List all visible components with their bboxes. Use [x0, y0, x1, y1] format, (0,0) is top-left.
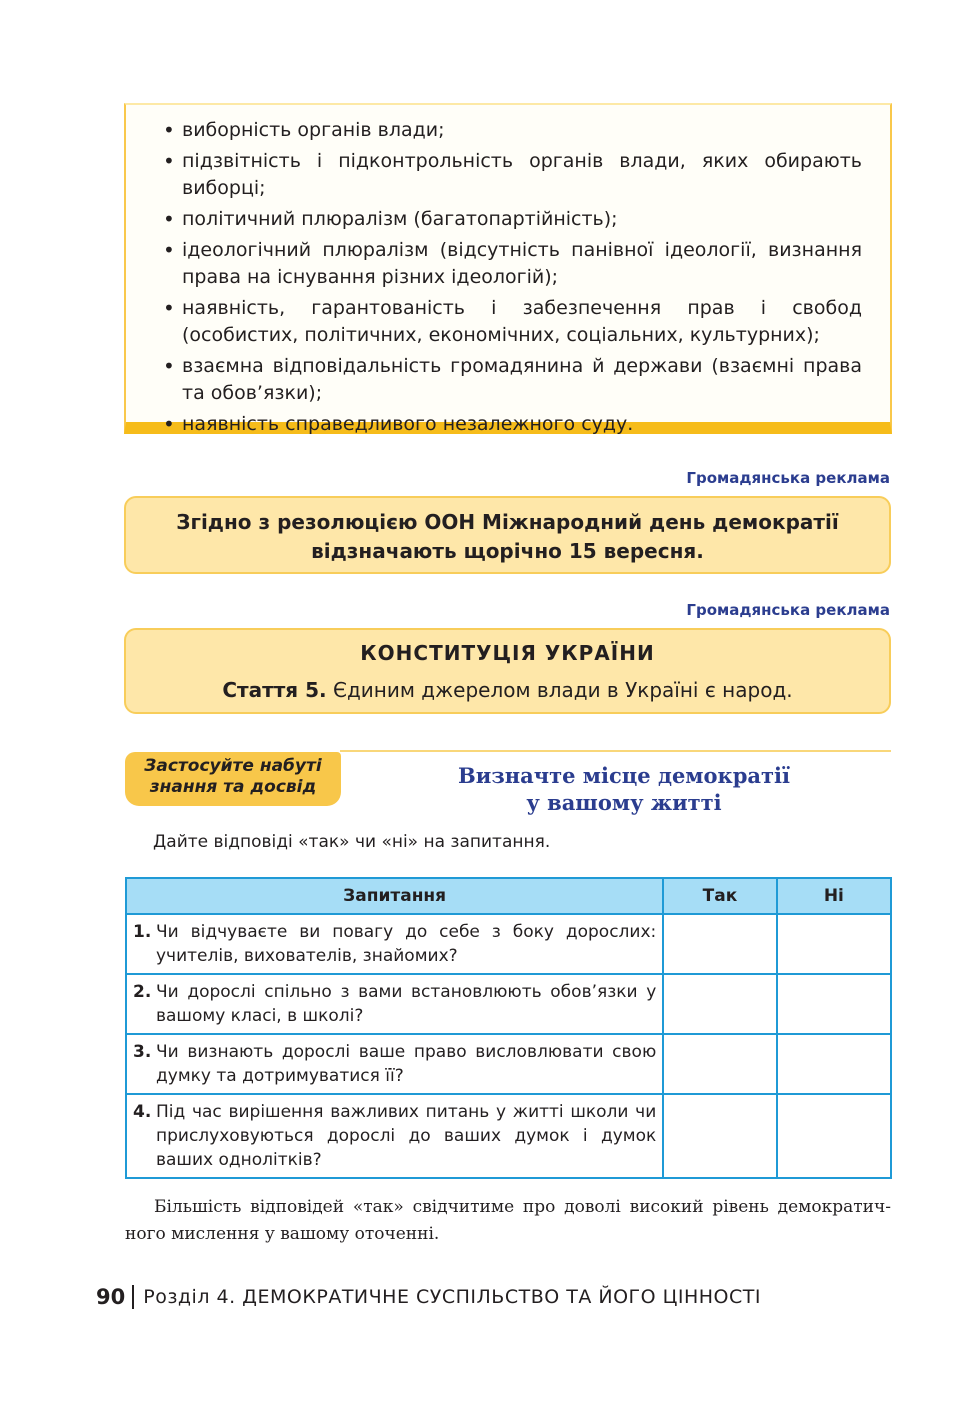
- yes-answer-cell[interactable]: [663, 974, 776, 1034]
- task-title-line: у вашому житті: [526, 790, 722, 815]
- ad-text-line: Згідно з резолюцією ООН Міжнародний день демократії: [176, 510, 839, 534]
- questions-table: [125, 877, 892, 1179]
- apply-knowledge-badge: [125, 752, 341, 806]
- table-row: [126, 1094, 891, 1178]
- badge-line: Застосуйте набуті: [144, 756, 322, 776]
- principle-item: • взаємна відповідальність громадянина й держави (взаємні права та обов’язки);: [182, 353, 862, 407]
- principle-item: • наявність, гарантованість і забезпечення прав і свобод (особистих, політичних, економічних, соціальних, культурних);: [182, 295, 862, 349]
- question-text: Чи визнають дорослі ваше право висловлювати свою думку та дотримуватися її?: [156, 1042, 657, 1086]
- no-answer-cell[interactable]: [777, 914, 891, 974]
- question-number: 3.: [133, 1042, 152, 1062]
- question-cell: [126, 1094, 663, 1178]
- no-answer-cell[interactable]: [777, 974, 891, 1034]
- section-divider: [340, 750, 891, 752]
- section-title: Розділ 4. ДЕМОКРАТИЧНЕ СУСПІЛЬСТВО ТА ЙОГО ЦІННОСТІ: [143, 1286, 761, 1308]
- question-text: Під час вирішення важливих питань у житті школи чи прислуховуються дорослі до ваших думок і думок ваших однолітків?: [156, 1102, 657, 1170]
- principle-item: • політичний плюралізм (багатопартійність);: [182, 206, 862, 233]
- question-number: 1.: [133, 922, 152, 942]
- constitution-ad: [124, 628, 891, 714]
- principle-item: • ідеологічний плюралізм (відсутність панівної ідеології, визнання права на існування різних ідеологій);: [182, 237, 862, 291]
- question-text: Чи дорослі спільно з вами встановлюють обов’язки у вашому класі, в школі?: [156, 982, 657, 1026]
- constitution-article: [126, 675, 889, 705]
- table-row: [126, 914, 891, 974]
- ad-text-line: відзначають щорічно 15 вересня.: [311, 539, 704, 563]
- badge-line: знання та досвід: [149, 777, 317, 797]
- page-number: 90: [96, 1285, 126, 1309]
- header-question: Запитання: [126, 878, 663, 914]
- principle-item: • виборність органів влади;: [182, 117, 862, 144]
- principle-item: • підзвітність і підконтрольність органів влади, яких обирають виборці;: [182, 148, 862, 202]
- civic-ad-label: Громадянська реклама: [686, 469, 890, 487]
- table-row: [126, 1034, 891, 1094]
- question-cell: [126, 974, 663, 1034]
- question-text: Чи відчуваєте ви повагу до себе з боку дорослих: учителів, вихователів, знайомих?: [156, 922, 657, 966]
- task-title-line: Визначте місце демократії: [458, 763, 790, 788]
- constitution-title: КОНСТИТУЦІЯ УКРАЇНИ: [360, 641, 655, 665]
- principles-list: [126, 105, 890, 438]
- table-header-row: [126, 878, 891, 914]
- yes-answer-cell[interactable]: [663, 914, 776, 974]
- task-instruction: Дайте відповіді «так» чи «ні» на запитання.: [153, 832, 551, 852]
- page-footer: [96, 1285, 761, 1309]
- democracy-day-ad: [124, 496, 891, 574]
- header-yes: Так: [663, 878, 776, 914]
- question-number: 4.: [133, 1102, 152, 1122]
- yes-answer-cell[interactable]: [663, 1094, 776, 1178]
- principle-item: • наявність справедливого незалежного суду.: [182, 411, 862, 438]
- yes-answer-cell[interactable]: [663, 1034, 776, 1094]
- header-no: Ні: [777, 878, 891, 914]
- task-title: [400, 762, 848, 816]
- no-answer-cell[interactable]: [777, 1094, 891, 1178]
- principles-box: [124, 103, 892, 434]
- conclusion-paragraph: Більшість відповідей «так» свідчитиме про доволі високий рівень демократичного мислення у вашому оточенні.: [125, 1197, 891, 1244]
- question-cell: [126, 914, 663, 974]
- civic-ad-label: Громадянська реклама: [686, 601, 890, 619]
- question-cell: [126, 1034, 663, 1094]
- article-text: Єдиним джерелом влади в Україні є народ.: [326, 678, 793, 702]
- no-answer-cell[interactable]: [777, 1034, 891, 1094]
- table-row: [126, 974, 891, 1034]
- footer-divider: [132, 1285, 134, 1309]
- article-number: Стаття 5.: [222, 678, 327, 702]
- question-number: 2.: [133, 982, 152, 1002]
